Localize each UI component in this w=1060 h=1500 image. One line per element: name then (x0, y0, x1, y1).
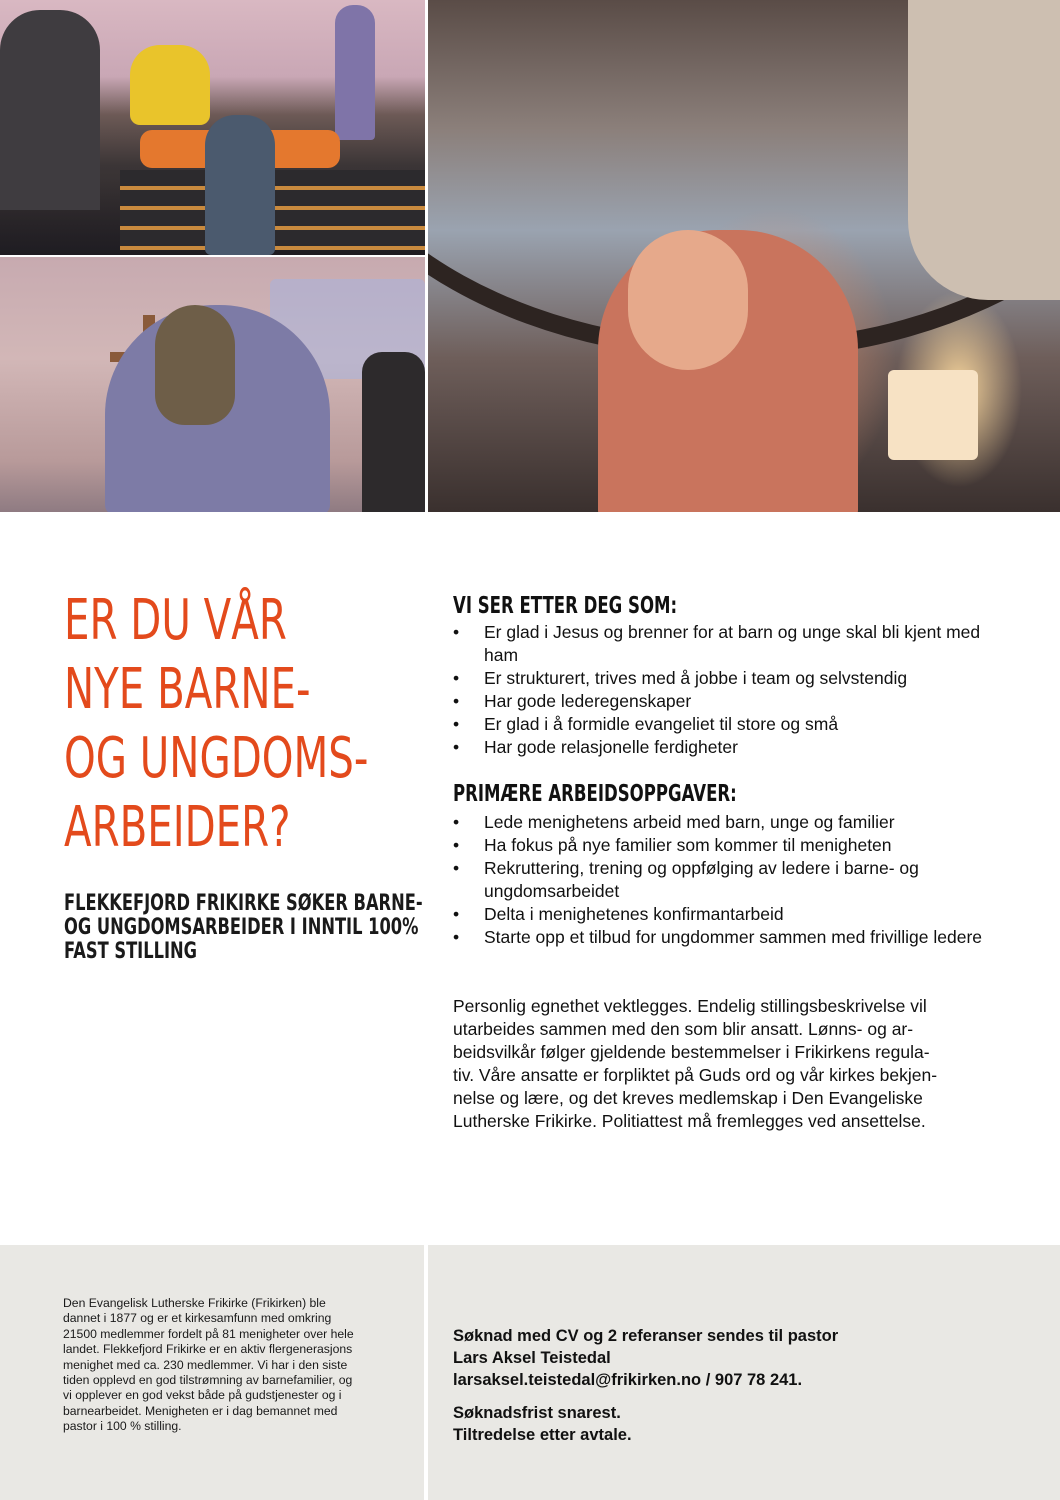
contact-info (453, 1325, 1013, 1446)
about-line: dannet i 1877 og er et kirkesamfunn med omkring (63, 1311, 332, 1326)
title-line: NYE BARNE- (64, 657, 311, 722)
photo-shape-toddler (205, 115, 275, 255)
photo-shape-seated-adult (0, 10, 100, 210)
about-line: barnearbeidet. Menigheten er i dag bemannet med (63, 1403, 338, 1418)
requirements-list (453, 621, 1013, 759)
application-instruction: Søknad med CV og 2 referanser sendes til pastor (453, 1327, 839, 1345)
about-line: vi opplever en god vekst både på gudstjenester og i (63, 1388, 342, 1403)
paragraph-line: tiv. Våre ansatte er forpliktet på Guds ord og vår kirkes bekjen- (453, 1065, 938, 1085)
start-date: Tiltredelse etter avtale. (453, 1426, 632, 1444)
photo-candle-child (428, 0, 1060, 512)
paragraph-line: nelse og lære, og det kreves medlemskap i Den Evangeliske (453, 1088, 923, 1108)
application-deadline: Søknadsfrist snarest. (453, 1404, 621, 1422)
list-item: • Starte opp et tilbud for ungdommer sammen med frivillige ledere (453, 926, 1013, 949)
photo-shape-yellow-raincoat (130, 45, 210, 125)
paragraph-line: utarbeides sammen med den som blir ansatt. Lønns- og ar- (453, 1019, 914, 1039)
about-line: Den Evangelisk Lutherske Frikirke (Frikirken) ble (63, 1296, 326, 1310)
about-line: pastor i 100 % stilling. (63, 1419, 182, 1434)
photo-shape-guitarist (362, 352, 425, 512)
tasks-list (453, 811, 1013, 949)
photo-shape-braids (155, 305, 235, 425)
contact-phone[interactable]: 907 78 241. (714, 1371, 803, 1389)
candle-icon (888, 370, 978, 460)
list-item: • Har gode relasjonelle ferdigheter (453, 736, 1013, 759)
contact-email-link[interactable]: larsaksel.teistedal@frikirken.no (453, 1371, 702, 1389)
page-title (64, 586, 369, 862)
list-item: • Delta i menighetenes konfirmantarbeid (453, 903, 1013, 926)
title-line: ER DU VÅR (64, 588, 287, 653)
list-item: • Er glad i å formidle evangeliet til store og små (453, 713, 1013, 736)
spacer (453, 1391, 1013, 1402)
requirements-heading: VI SER ETTER DEG SOM: (453, 593, 678, 619)
about-church-text (63, 1296, 413, 1435)
subtitle-line: FLEKKEFJORD FRIKIRKE SØKER BARNE- (64, 891, 423, 916)
contact-separator: / (701, 1371, 715, 1389)
list-item: • Er strukturert, trives med å jobbe i team og selvstendig (453, 667, 1013, 690)
paragraph-line: Personlig egnethet vektlegges. Endelig stillingsbeskrivelse vil (453, 996, 927, 1016)
tasks-heading: PRIMÆRE ARBEIDSOPPGAVER: (453, 781, 737, 807)
list-item: • Har gode lederegenskaper (453, 690, 1013, 713)
list-item: • Lede menighetens arbeid med barn, unge og familier (453, 811, 1013, 834)
paragraph-line: beidsvilkår følger gjeldende bestemmelser i Frikirkens regula- (453, 1042, 930, 1062)
photo-shape-standing-child (335, 5, 375, 140)
title-line: ARBEIDER? (64, 795, 291, 860)
about-line: 21500 medlemmer fordelt på 81 menigheter over hele (63, 1326, 354, 1341)
photo-shape-adult-sleeve (908, 0, 1060, 300)
photo-children-play (0, 0, 425, 255)
subtitle (64, 891, 423, 964)
photo-worship-girl (0, 257, 425, 512)
about-line: landet. Flekkefjord Frikirke er en aktiv flergenerasjons (63, 1342, 353, 1357)
contact-name: Lars Aksel Teistedal (453, 1349, 611, 1367)
subtitle-line: OG UNGDOMSARBEIDER I INNTIL 100% (64, 915, 419, 940)
list-item: • Ha fokus på nye familier som kommer til menigheten (453, 834, 1013, 857)
about-line: menighet med ca. 230 medlemmer. Vi har i den siste (63, 1357, 348, 1372)
contact-email-phone (453, 1369, 1013, 1391)
terms-paragraph (453, 995, 1013, 1133)
photo-shape-child-face (628, 230, 748, 370)
list-item: • Er glad i Jesus og brenner for at barn og unge skal bli kjent med ham (453, 621, 1013, 667)
list-item: • Rekruttering, trening og oppfølging av ledere i barne- og ungdomsarbeidet (453, 857, 1013, 903)
paragraph-line: Lutherske Frikirke. Politiattest må fremlegges ved ansettelse. (453, 1111, 926, 1131)
about-line: tiden opplevd en god tilstrømning av barnefamilier, og (63, 1373, 353, 1388)
subtitle-line: FAST STILLING (64, 939, 198, 964)
title-line: OG UNGDOMS- (64, 726, 369, 791)
